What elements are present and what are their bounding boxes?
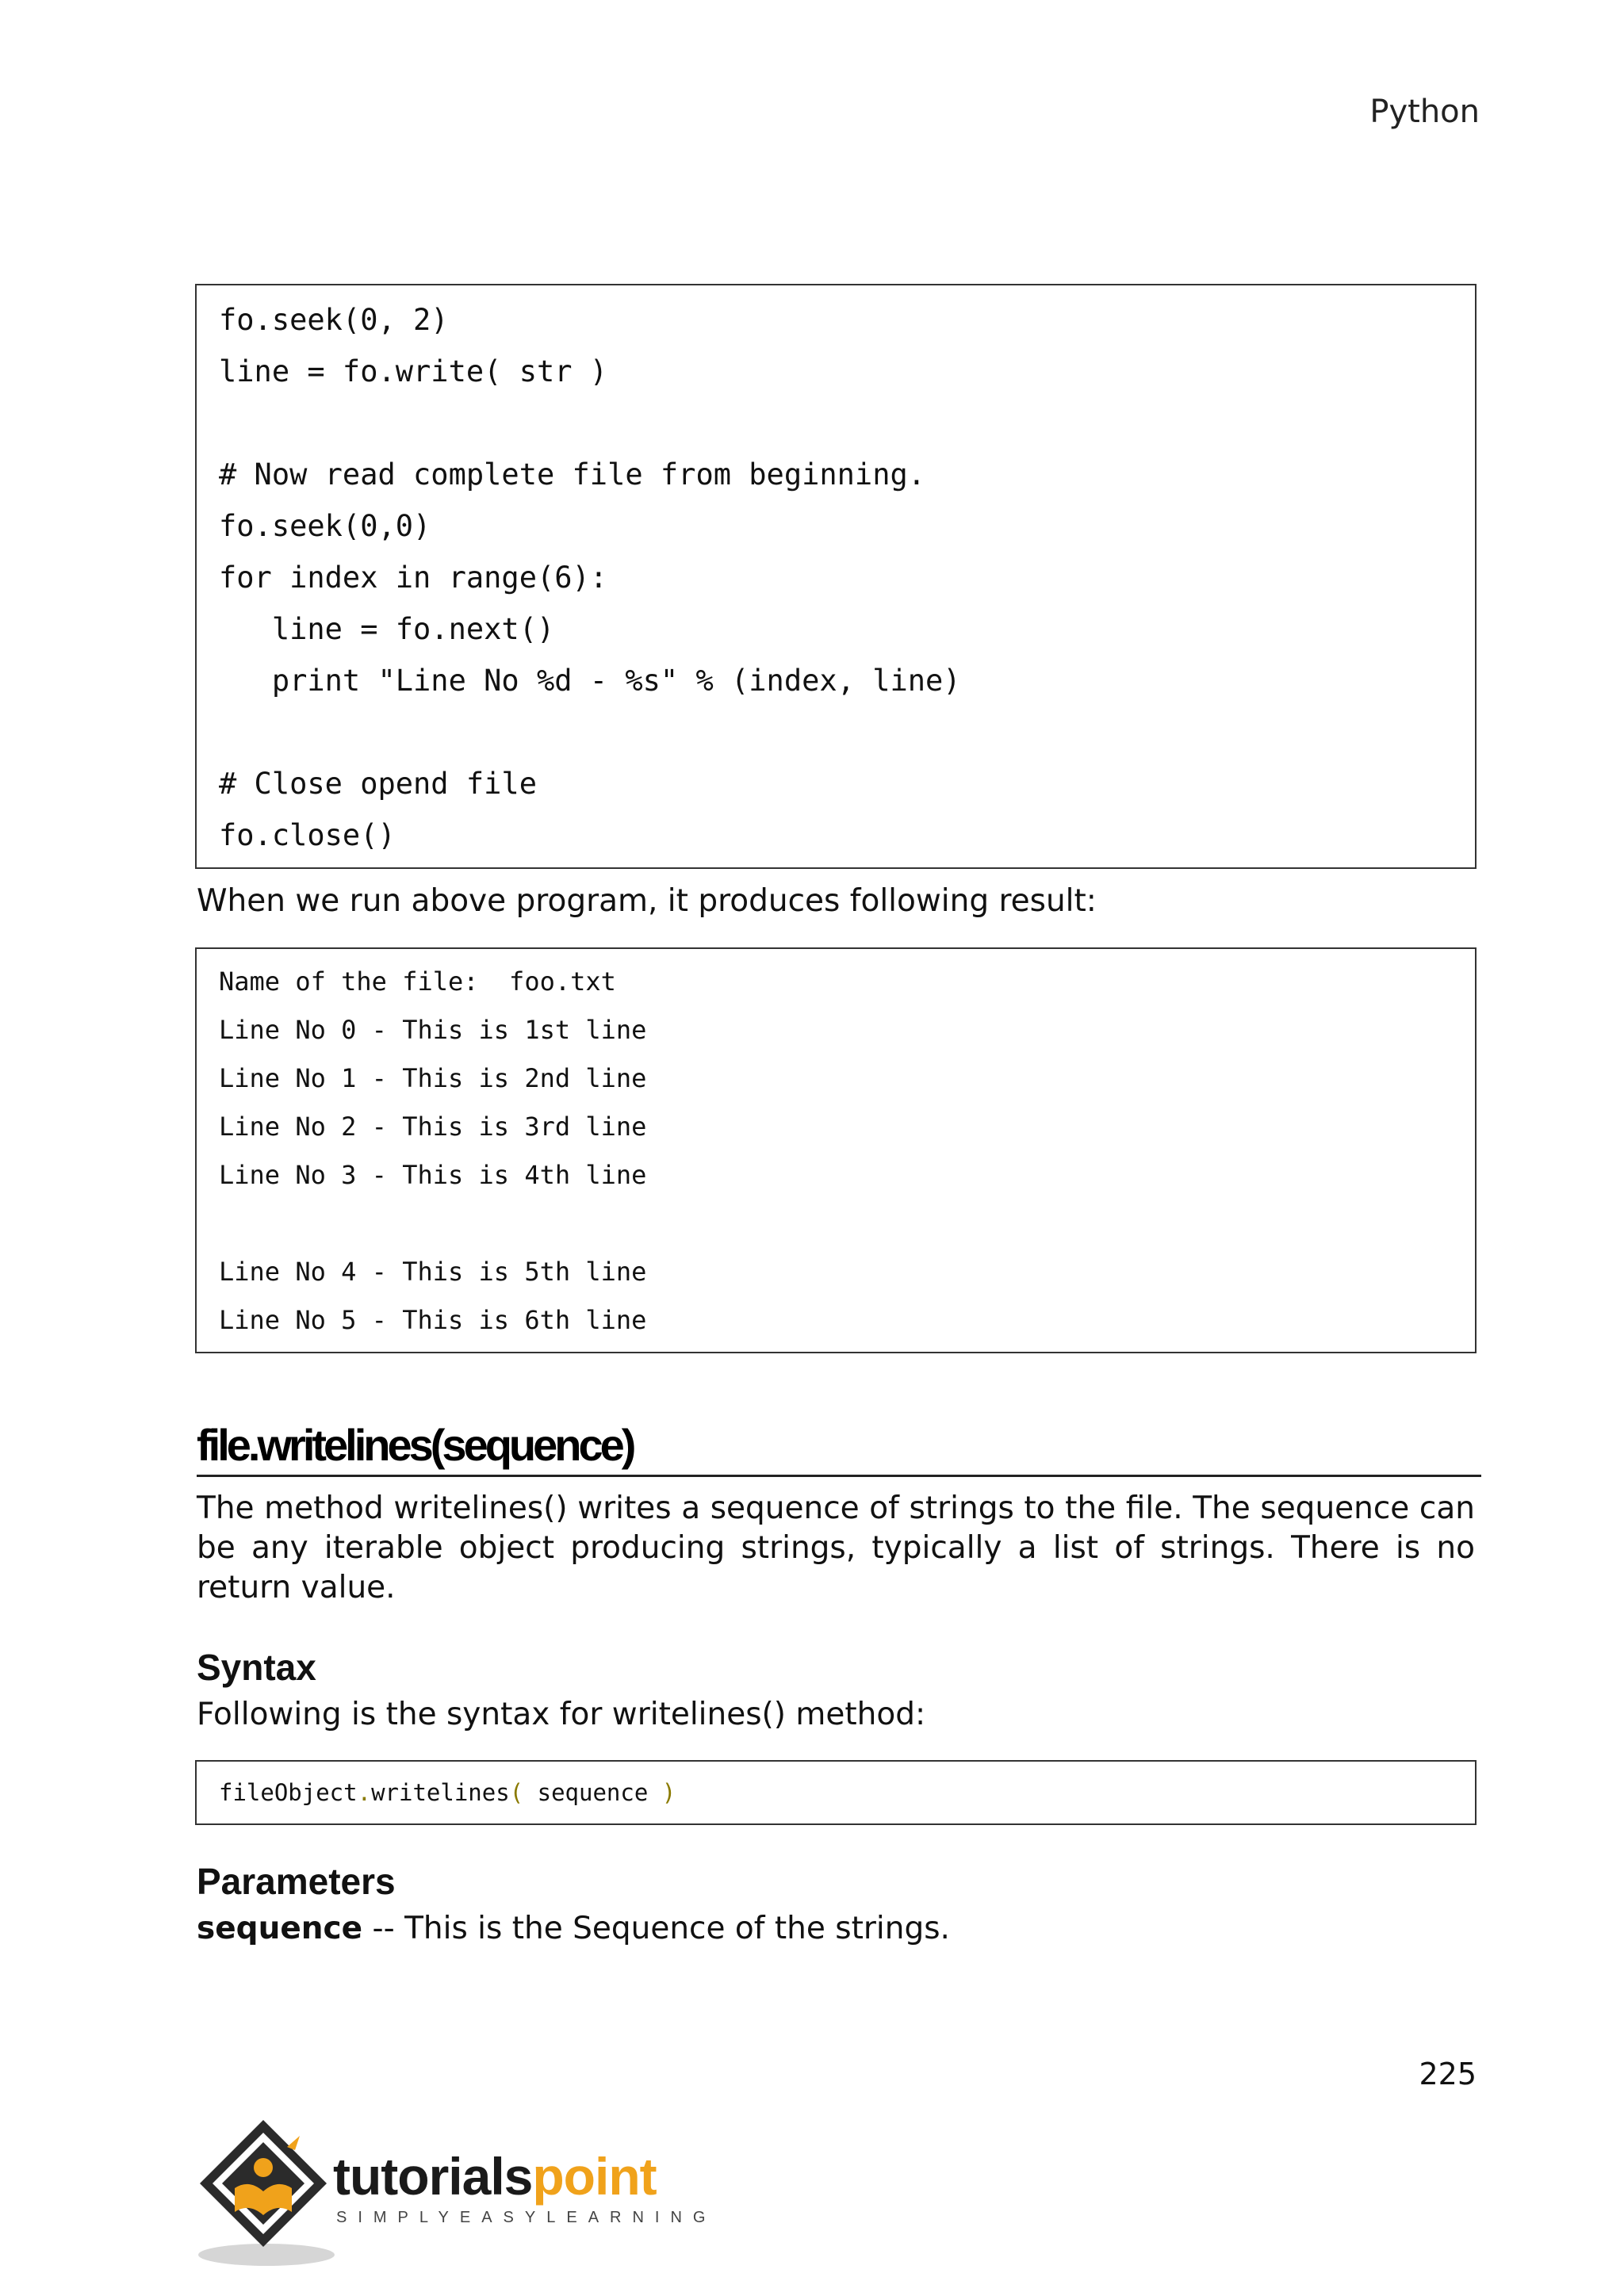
logo-word-tutorials: tutorials (333, 2147, 533, 2206)
code-line: for index in range(6): (219, 561, 608, 595)
output-line: Line No 5 - This is 6th line (219, 1305, 647, 1335)
syntax-code-line (219, 1779, 676, 1806)
parameter-name: sequence (197, 1911, 363, 1946)
section-heading: file.writelines(sequence) (197, 1419, 1481, 1477)
logo-wordmark (333, 2149, 657, 2204)
code-block-program (195, 284, 1477, 869)
tutorialspoint-logo (193, 2115, 717, 2271)
code-dot: . (357, 1779, 372, 1806)
logo-tagline: SIMPLYEASYLEARNING (336, 2209, 717, 2226)
code-object: fileObject (219, 1779, 358, 1806)
code-line: print "Line No %d - %s" % (index, line) (219, 664, 961, 698)
output-line: Line No 3 - This is 4th line (219, 1160, 647, 1190)
output-line: Line No 4 - This is 5th line (219, 1257, 647, 1287)
code-open-paren: ( (509, 1779, 524, 1806)
code-line: # Now read complete file from beginning. (219, 457, 926, 492)
code-line: fo.seek(0, 2) (219, 303, 449, 337)
code-method: writelines (371, 1779, 510, 1806)
page-number: 225 (1419, 2057, 1477, 2091)
syntax-heading: Syntax (197, 1647, 316, 1688)
output-line: Line No 1 - This is 2nd line (219, 1063, 647, 1093)
code-line: # Close opend file (219, 767, 537, 801)
code-block-syntax (195, 1760, 1477, 1825)
code-line: fo.close() (219, 818, 396, 852)
code-argument: sequence (523, 1779, 662, 1806)
output-line: Line No 2 - This is 3rd line (219, 1112, 647, 1142)
code-line: line = fo.write( str ) (219, 354, 608, 388)
section-description: The method writelines() writes a sequence of strings to the file. The sequence can be any iterable object producing strings, typically a list of strings. There is no return value. (197, 1490, 1475, 1605)
parameter-entry (197, 1909, 950, 1949)
parameters-heading: Parameters (197, 1861, 396, 1902)
code-close-paren: ) (661, 1779, 676, 1806)
result-intro-text: When we run above program, it produces following result: (197, 883, 1097, 919)
running-header: Python (1369, 94, 1480, 130)
syntax-intro: Following is the syntax for writelines() method: (197, 1697, 926, 1732)
code-block-output (195, 947, 1477, 1353)
logo-word-point: point (532, 2147, 657, 2206)
output-line: Line No 0 - This is 1st line (219, 1015, 647, 1045)
parameter-description: -- This is the Sequence of the strings. (362, 1911, 950, 1946)
output-line: Name of the file: foo.txt (219, 966, 616, 997)
code-line: line = fo.next() (219, 612, 555, 646)
logo-emblem-icon (193, 2115, 336, 2271)
code-line: fo.seek(0,0) (219, 509, 431, 543)
